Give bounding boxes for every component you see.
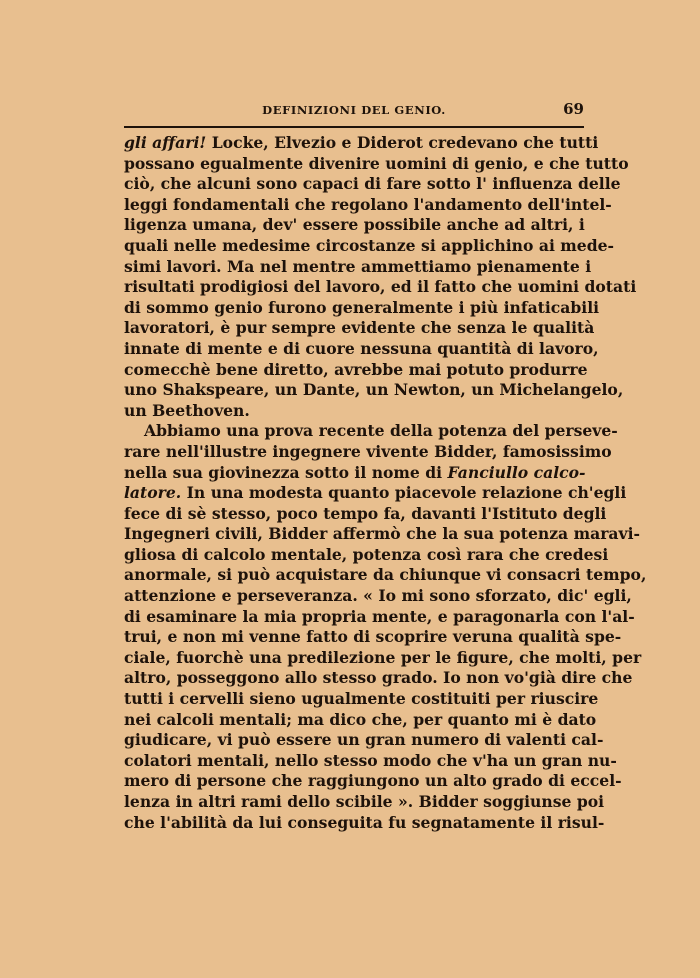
text-line xyxy=(124,297,600,319)
text-line xyxy=(124,401,584,422)
text-run: nella sua giovinezza sotto il nome di xyxy=(124,462,448,482)
text-run: possano egualmente divenire uomini di genio, e che tutto xyxy=(124,153,629,173)
italic-text: Fanciullo calco- xyxy=(447,462,586,482)
text-line xyxy=(124,133,599,154)
text-line xyxy=(124,606,635,628)
text-line xyxy=(124,503,607,525)
text-line xyxy=(124,338,599,360)
text-run: ciale, fuorchè una predilezione per le figure, che molti, per xyxy=(124,647,642,667)
text-line xyxy=(124,421,618,442)
text-run: gliosa di calcolo mentale, potenza così rara che credesi xyxy=(124,544,609,564)
text-line xyxy=(124,380,624,401)
text-line xyxy=(124,565,647,586)
text-line xyxy=(124,812,605,834)
text-line xyxy=(124,441,612,463)
text-run: leggi fondamentali che regolano l'andamento dell'intel- xyxy=(124,194,612,214)
text-run: di sommo genio furono generalmente i più infaticabili xyxy=(124,297,600,317)
text-run: ligenza umana, dev' essere possibile anche ad altri, i xyxy=(124,215,585,235)
text-line xyxy=(124,277,637,298)
text-line xyxy=(124,771,622,792)
text-line xyxy=(124,586,632,607)
text-line xyxy=(124,463,584,484)
text-run: Ingegneri civili, Bidder affermò che la sua potenza maravi- xyxy=(124,524,640,544)
text-run: rare nell'illustre ingegnere vivente Bidder, famosissimo xyxy=(124,441,612,461)
text-run: attenzione e perseveranza. « Io mi sono sforzato, dic' egli, xyxy=(124,586,632,606)
paragraph xyxy=(124,133,637,421)
page-header xyxy=(124,100,584,122)
text-run: giudicare, vi può essere un gran numero di valenti cal- xyxy=(124,730,604,750)
text-run: Locke, Elvezio e Diderot credevano che tutti xyxy=(206,133,599,152)
text-line xyxy=(124,730,604,751)
text-run: comecchè bene diretto, avrebbe mai potuto produrre xyxy=(124,359,588,379)
text-line xyxy=(124,792,605,813)
text-line xyxy=(124,627,622,648)
text-run: innate di mente e di cuore nessuna quantità di lavoro, xyxy=(124,338,599,358)
text-run: Abbiamo una prova recente della potenza del perseve- xyxy=(144,421,618,441)
text-line xyxy=(124,689,599,710)
text-run: trui, e non mi venne fatto di scoprire veruna qualità spe- xyxy=(124,627,622,647)
text-run: uno Shakspeare, un Dante, un Newton, un Michelangelo, xyxy=(124,380,624,400)
text-line xyxy=(124,256,592,278)
page-number: 69 xyxy=(563,100,584,118)
header-rule xyxy=(124,126,584,128)
text-run: colatori mentali, nello stesso modo che v'ha un gran nu- xyxy=(124,750,617,770)
text-run: ciò, che alcuni sono capaci di fare sotto l' influenza delle xyxy=(124,174,621,194)
text-line xyxy=(124,544,609,566)
text-run: risultati prodigiosi del lavoro, ed il fatto che uomini dotati xyxy=(124,277,637,297)
text-line xyxy=(124,215,584,236)
text-run: altro, posseggono allo stesso grado. Io non vo'già dire che xyxy=(124,668,633,688)
text-line xyxy=(124,174,621,195)
text-line xyxy=(124,359,588,381)
text-run: lavoratori, è pur sempre evidente che senza le qualità xyxy=(124,318,595,338)
text-run: mero di persone che raggiungono un alto grado di eccel- xyxy=(124,771,622,791)
text-run: fece di sè stesso, poco tempo fa, davanti l'Istituto degli xyxy=(124,503,607,523)
text-line xyxy=(124,318,595,339)
text-run: anormale, si può acquistare da chiunque vi consacri tempo, xyxy=(124,565,647,585)
text-run: nei calcoli mentali; ma dico che, per quanto mi è dato xyxy=(124,709,597,729)
text-run: simi lavori. Ma nel mentre ammettiamo pienamente i xyxy=(124,256,592,276)
running-head: DEFINIZIONI DEL GENIO. xyxy=(262,103,446,117)
text-line xyxy=(124,668,633,689)
paragraph xyxy=(124,421,647,833)
text-run: In una modesta quanto piacevole relazione ch'egli xyxy=(181,483,627,503)
text-line xyxy=(124,483,627,504)
text-line xyxy=(124,153,629,175)
text-line xyxy=(124,647,642,669)
text-run: un Beethoven. xyxy=(124,400,250,420)
text-run: lenza in altri rami dello scibile ». Bidder soggiunse poi xyxy=(124,792,605,811)
text-line xyxy=(124,750,617,772)
italic-text: gli affari! xyxy=(124,133,207,152)
italic-text: latore. xyxy=(124,483,182,503)
text-line xyxy=(124,235,615,257)
text-run: di esaminare la mia propria mente, e paragonarla con l'al- xyxy=(124,606,635,626)
text-line xyxy=(124,709,597,731)
text-run: quali nelle medesime circostanze si applichino ai mede- xyxy=(124,235,615,255)
text-line xyxy=(124,194,612,216)
text-run: tutti i cervelli sieno ugualmente costituiti per riuscire xyxy=(124,689,599,709)
text-run: che l'abilità da lui conseguita fu segnatamente il risul- xyxy=(124,812,605,832)
body-text xyxy=(124,133,647,833)
text-line xyxy=(124,524,640,545)
